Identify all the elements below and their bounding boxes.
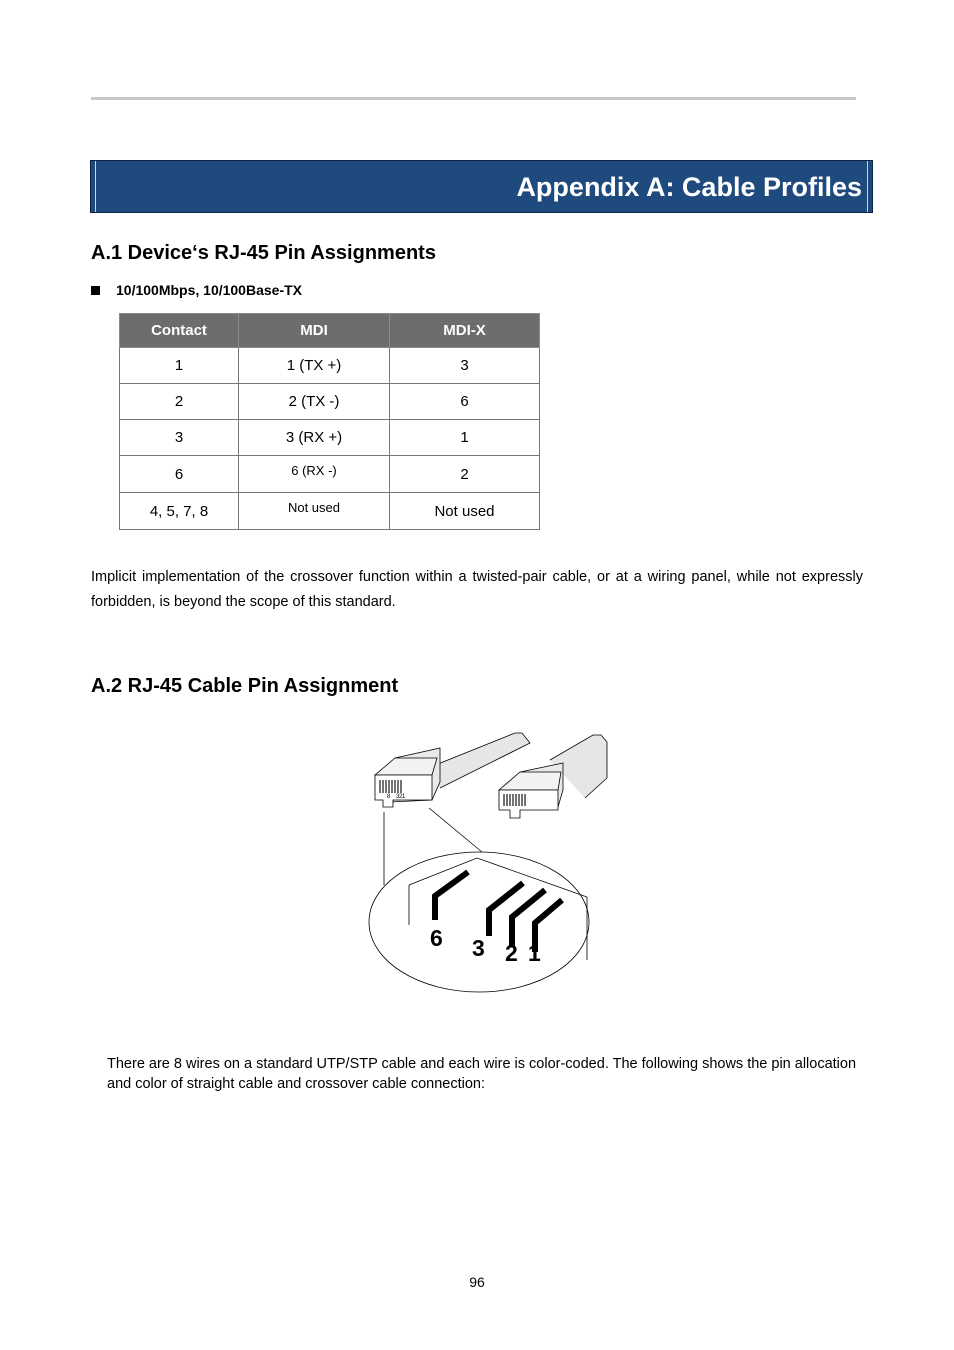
column-header: MDI-X (390, 314, 540, 348)
square-bullet-icon (91, 286, 100, 295)
bullet-text: 10/100Mbps, 10/100Base-TX (116, 282, 302, 298)
table-cell: 4, 5, 7, 8 (120, 493, 239, 530)
crossover-paragraph: Implicit implementation of the crossover function within a twisted-pair cable, or at a wiring panel, while not expressly forbidden, is beyond the scope of this standard. (91, 569, 863, 610)
table-cell: 2 (390, 456, 540, 493)
table-cell: 3 (120, 420, 239, 456)
table-row (120, 384, 540, 420)
bullet-item (91, 282, 302, 299)
table-row (120, 493, 540, 530)
table-row (120, 348, 540, 384)
table-cell: 3 (390, 348, 540, 384)
section-heading-a1: A.1 Device‘s RJ-45 Pin Assignments (91, 242, 436, 264)
rj45-connector-diagram (365, 730, 625, 998)
banner-left-line (95, 161, 96, 212)
column-header: MDI (239, 314, 390, 348)
table-row (120, 420, 540, 456)
table-cell: Not used (390, 493, 540, 530)
section-heading-a2: A.2 RJ-45 Cable Pin Assignment (91, 675, 399, 697)
pin-label-6: 6 (430, 925, 443, 951)
connector-pin-label: 3 (396, 794, 400, 800)
table-header-row (120, 314, 540, 348)
table-cell: Not used (239, 493, 390, 530)
table-cell: 1 (120, 348, 239, 384)
table-cell: 1 (390, 420, 540, 456)
table-cell: 6 (390, 384, 540, 420)
table-cell: 2 (TX -) (239, 384, 390, 420)
wiring-paragraph: There are 8 wires on a standard UTP/STP cable and each wire is color-coded. The following shows the pin allocation and color of straight cable and crossover cable connection: (107, 1056, 857, 1092)
pin-label-1: 1 (528, 940, 541, 966)
table-cell: 6 (120, 456, 239, 493)
table-cell: 6 (RX -) (239, 456, 390, 493)
appendix-title: Appendix A: Cable Profiles (516, 172, 862, 202)
page-number: 96 (469, 1274, 485, 1290)
table-cell: 2 (120, 384, 239, 420)
column-header: Contact (120, 314, 239, 348)
table-cell: 3 (RX +) (239, 420, 390, 456)
appendix-banner (90, 160, 873, 213)
pin-label-2: 2 (505, 940, 518, 966)
pin-assignment-table (119, 313, 540, 530)
table-cell: 1 (TX +) (239, 348, 390, 384)
connector-pin-label: 1 (402, 794, 406, 800)
table-row (120, 456, 540, 493)
pin-label-3: 3 (472, 935, 485, 961)
connector-pin-label: 2 (399, 794, 403, 800)
connector-pin-label: 8 (387, 794, 391, 800)
banner-right-line (867, 161, 868, 212)
header-rule (91, 97, 856, 100)
